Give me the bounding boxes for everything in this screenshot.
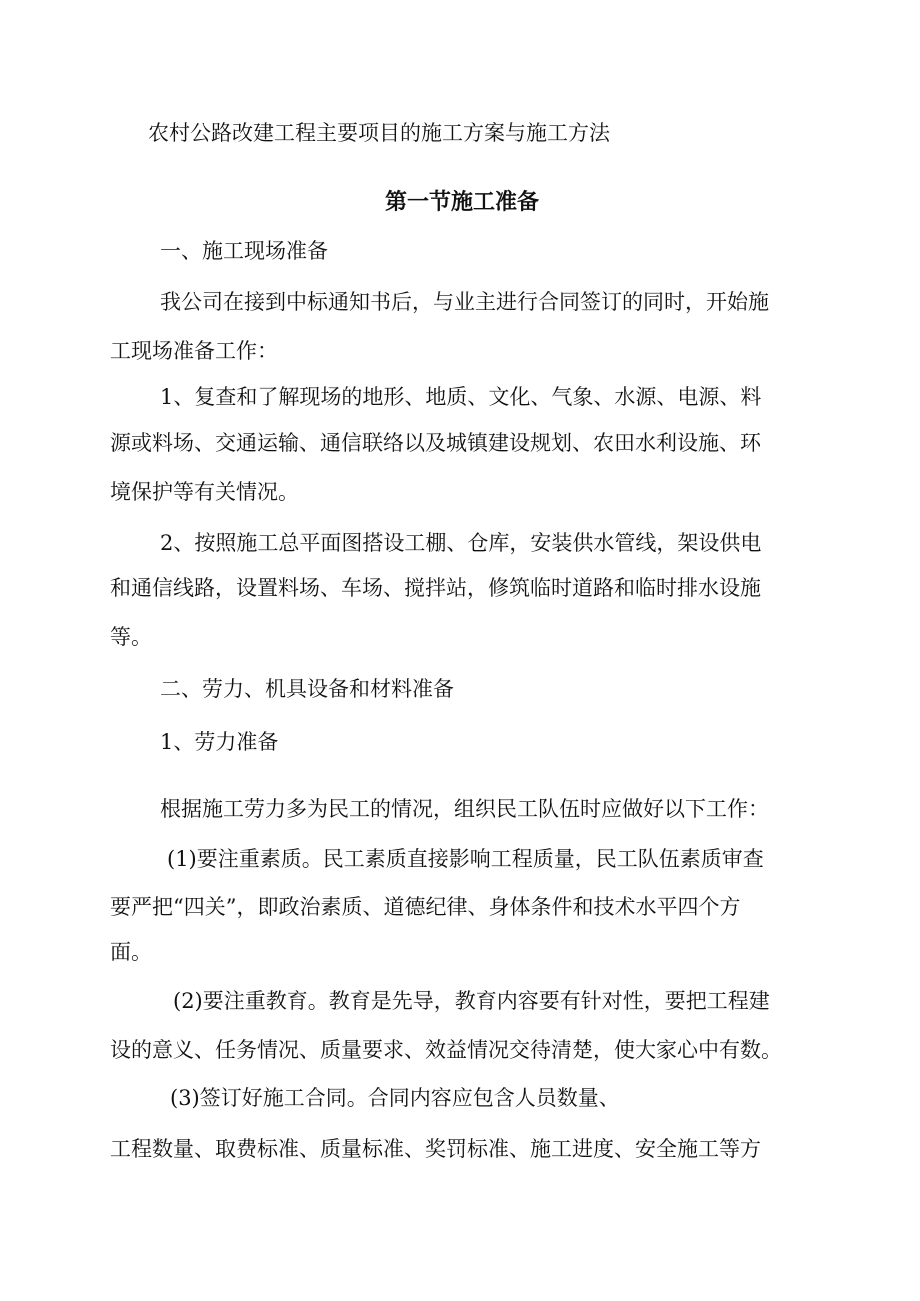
paragraph-line: (2)要注重教育。教育是先导，教育内容要有针对性，要把工程建 xyxy=(173,989,770,1013)
subheading: 二、劳力、机具设备和材料准备 xyxy=(160,677,454,701)
section-heading: 第一节施工准备 xyxy=(385,190,540,215)
paragraph-line: 设的意义、任务情况、质量要求、效益情况交待清楚，使大家心中有数。 xyxy=(110,1038,782,1062)
paragraph-line: 等。 xyxy=(110,625,152,649)
paragraph-line: 境保护等有关情况。 xyxy=(110,480,299,504)
paragraph-line: 和通信线路，设置料场、车场、搅拌站，修筑临时道路和临时排水设施 xyxy=(110,576,761,600)
paragraph-line: 1、复查和了解现场的地形、地质、文化、气象、水源、电源、料 xyxy=(160,385,762,409)
paragraph-line: 要严把“四关”，即政治素质、道德纪律、身体条件和技术水平四个方 xyxy=(110,895,741,919)
paragraph-line: (3)签订好施工合同。合同内容应包含人员数量、 xyxy=(170,1086,620,1110)
paragraph-line: 面。 xyxy=(110,940,152,964)
paragraph-line: 工程数量、取费标准、质量标准、奖罚标准、施工进度、安全施工等方 xyxy=(110,1137,761,1161)
paragraph-line: (1)要注重素质。民工素质直接影响工程质量，民工队伍素质审查 xyxy=(167,847,764,871)
paragraph-line: 根据施工劳力多为民工的情况，组织民工队伍时应做好以下工作： xyxy=(160,797,769,821)
paragraph-line: 2、按照施工总平面图搭设工棚、仓库，安装供水管线，架设供电 xyxy=(160,531,762,555)
document-title: 农村公路改建工程主要项目的施工方案与施工方法 xyxy=(148,121,610,145)
paragraph-line: 工现场准备工作： xyxy=(110,339,278,363)
subheading: 1、劳力准备 xyxy=(160,730,279,754)
paragraph-line: 我公司在接到中标通知书后，与业主进行合同签订的同时，开始施 xyxy=(160,290,769,314)
paragraph-line: 源或料场、交通运输、通信联络以及城镇建设规划、农田水利设施、环 xyxy=(110,431,761,455)
subheading: 一、施工现场准备 xyxy=(160,239,328,263)
